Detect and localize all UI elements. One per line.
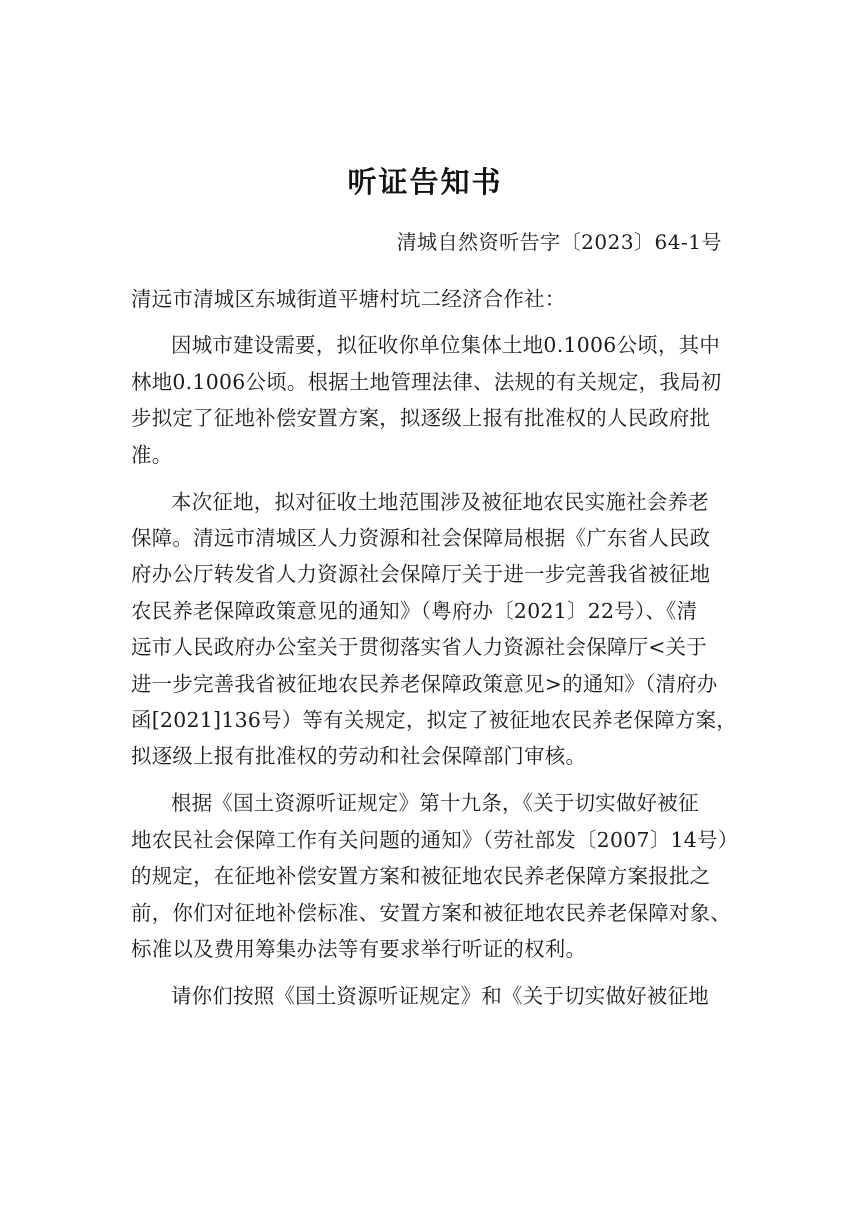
paragraph-line: 农民养老保障政策意见的通知》（粤府办〔2021〕22号）、《清 [131, 598, 698, 623]
paragraph-line: 的规定，在征地补偿安置方案和被征地农民养老保障方案报批之 [131, 864, 711, 889]
paragraph-line: 函[2021]136号）等有关规定，拟定了被征地农民养老保障方案， [131, 707, 737, 732]
paragraph-line: 远市人民政府办公室关于贯彻落实省人力资源社会保障厅<关于 [131, 635, 708, 660]
paragraph-line: 林地0.1006公顷。根据土地管理法律、法规的有关规定，我局初 [131, 369, 722, 394]
document-number: 清城自然资听告字〔2023〕64-1号 [396, 230, 722, 254]
document-body [131, 281, 739, 1025]
paragraph-line: 地农民社会保障工作有关问题的通知》（劳社部发〔2007〕14号） [131, 827, 739, 852]
document-title: 听证告知书 [347, 165, 503, 199]
paragraph-line: 前，你们对征地补偿标准、安置方案和被征地农民养老保障对象、 [131, 900, 732, 925]
salutation: 清远市清城区东城街道平塘村坑二经济合作社： [131, 287, 566, 311]
paragraph-line: 拟逐级上报有批准权的劳动和社会保障部门审核。 [131, 744, 587, 769]
paragraph-line: 因城市建设需要，拟征收你单位集体土地0.1006公顷，其中 [171, 333, 721, 358]
paragraph-line: 准。 [131, 442, 173, 467]
paragraph [131, 978, 725, 1014]
paragraph-line: 步拟定了征地补偿安置方案，拟逐级上报有批准权的人民政府批 [131, 406, 711, 431]
paragraph-line: 本次征地，拟对征收土地范围涉及被征地农民实施社会养老 [171, 489, 709, 514]
paragraph [131, 484, 737, 775]
paragraph-line: 请你们按照《国土资源听证规定》和《关于切实做好被征地 [171, 983, 709, 1008]
paragraph-line: 进一步完善我省被征地农民养老保障政策意见>的通知》（清府办 [131, 671, 718, 696]
paragraph-line: 根据《国土资源听证规定》第十九条，《关于切实做好被征 [171, 791, 699, 816]
paragraph [131, 785, 739, 967]
paragraph-line: 保障。清远市清城区人力资源和社会保障局根据《广东省人民政 [131, 525, 711, 550]
paragraph-line: 标准以及费用筹集办法等有要求举行听证的权利。 [131, 936, 587, 961]
paragraph-line: 府办公厅转发省人力资源社会保障厅关于进一步完善我省被征地 [131, 562, 711, 587]
paragraph [131, 327, 725, 473]
paragraph-list [131, 327, 739, 1014]
